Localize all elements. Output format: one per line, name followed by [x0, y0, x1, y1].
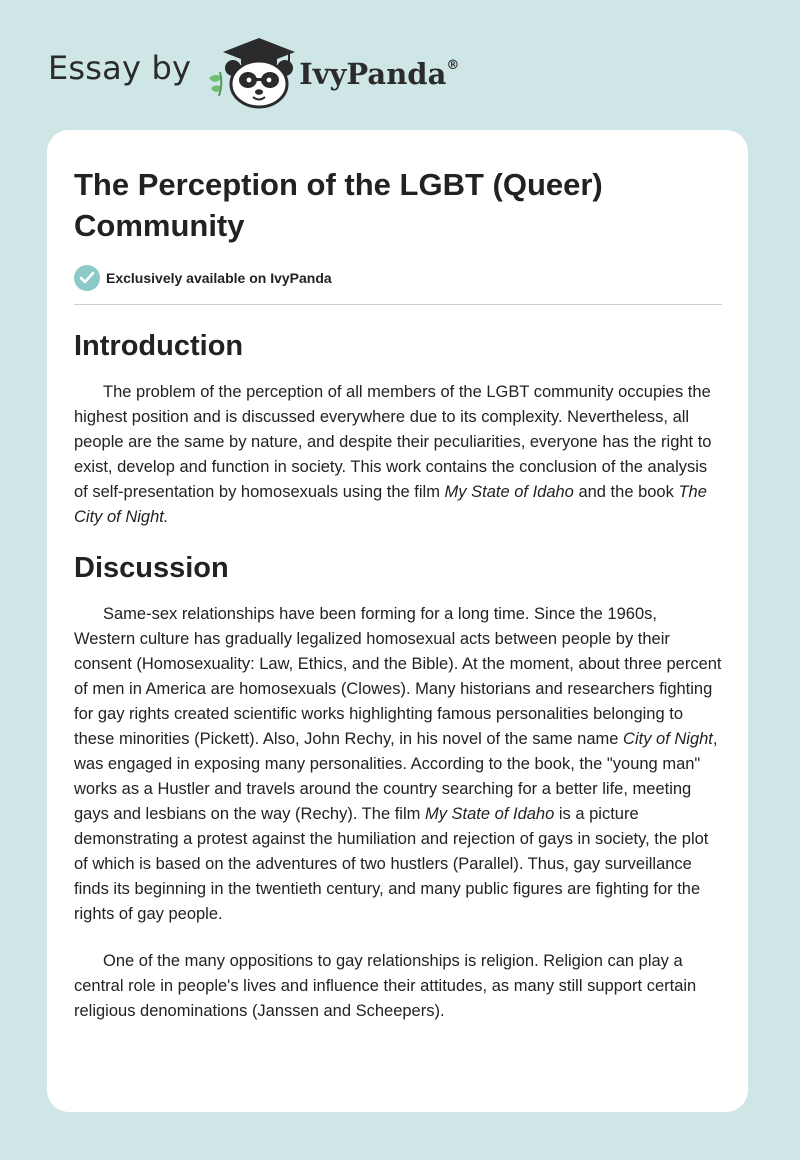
panda-graduate-icon[interactable] — [205, 34, 297, 110]
registered-mark: ® — [446, 58, 460, 74]
brand-text: IvyPanda — [299, 57, 447, 91]
essay-card — [47, 130, 748, 1112]
introduction-paragraph — [74, 380, 722, 530]
essay-by-label: Essay by — [48, 49, 192, 87]
essay-content — [74, 164, 722, 1024]
book-title: The City of Night. — [74, 483, 707, 526]
site-header — [48, 34, 459, 110]
text-run: The problem of the perception of all members of the LGBT community occupies the highest position and is discussed everywhere due to its complexity. Nevertheless, all people are the same by nature, and despite their peculiarities, everyone has the right to exist, develop and function in society. This work contains the conclusion of the analysis of self-presentation by homosexuals using the film — [74, 383, 712, 501]
discussion-paragraph-2: One of the many oppositions to gay relationships is religion. Religion can play a central role in people's lives and influence their attitudes, as many still support certain religious denominations (Janssen and Scheepers). — [74, 952, 697, 1020]
essay-title: The Perception of the LGBT (Queer) Community — [74, 167, 603, 243]
brand-name[interactable] — [299, 57, 459, 91]
exclusive-banner — [74, 264, 722, 292]
title-divider — [74, 304, 722, 305]
text-run: Same-sex relationships have been forming for a long time. Since the 1960s, Western culture has gradually legalized homosexual acts between people by their consent (Homosexuality: Law, Ethics, and the Bible). At the moment, about three percent of men in America are homosexuals (Clowes). Many historians and researchers fighting for gay rights created scientific works highlighting famous personalities belonging to these minorities (Pickett). Also, John Rechy, in his novel of the same name — [74, 605, 722, 748]
text-run: and the book — [573, 483, 679, 501]
discussion-heading: Discussion — [74, 552, 229, 584]
film-title: My State of Idaho — [424, 805, 555, 823]
check-badge-icon — [74, 265, 100, 291]
text-run: is a picture demonstrating a protest against the humiliation and rejection of gays in society, the plot of which is based on the adventures of two hustlers (Parallel). Thus, gay surveillance finds its beginning in the twentieth century, and many public figures are fighting for the rights of gay people. — [74, 805, 709, 923]
film-title: My State of Idaho — [444, 483, 574, 501]
book-title: City of Night — [623, 730, 713, 748]
discussion-paragraph-1 — [74, 602, 722, 927]
text-run: , was engaged in exposing many personalities. According to the book, the "young man" works as a Hustler and travels around the country searching for a better life, meeting gays and lesbians on the way (Rechy). The film — [74, 730, 718, 823]
introduction-heading: Introduction — [74, 330, 244, 362]
exclusive-label: Exclusively available on IvyPanda — [106, 270, 332, 286]
